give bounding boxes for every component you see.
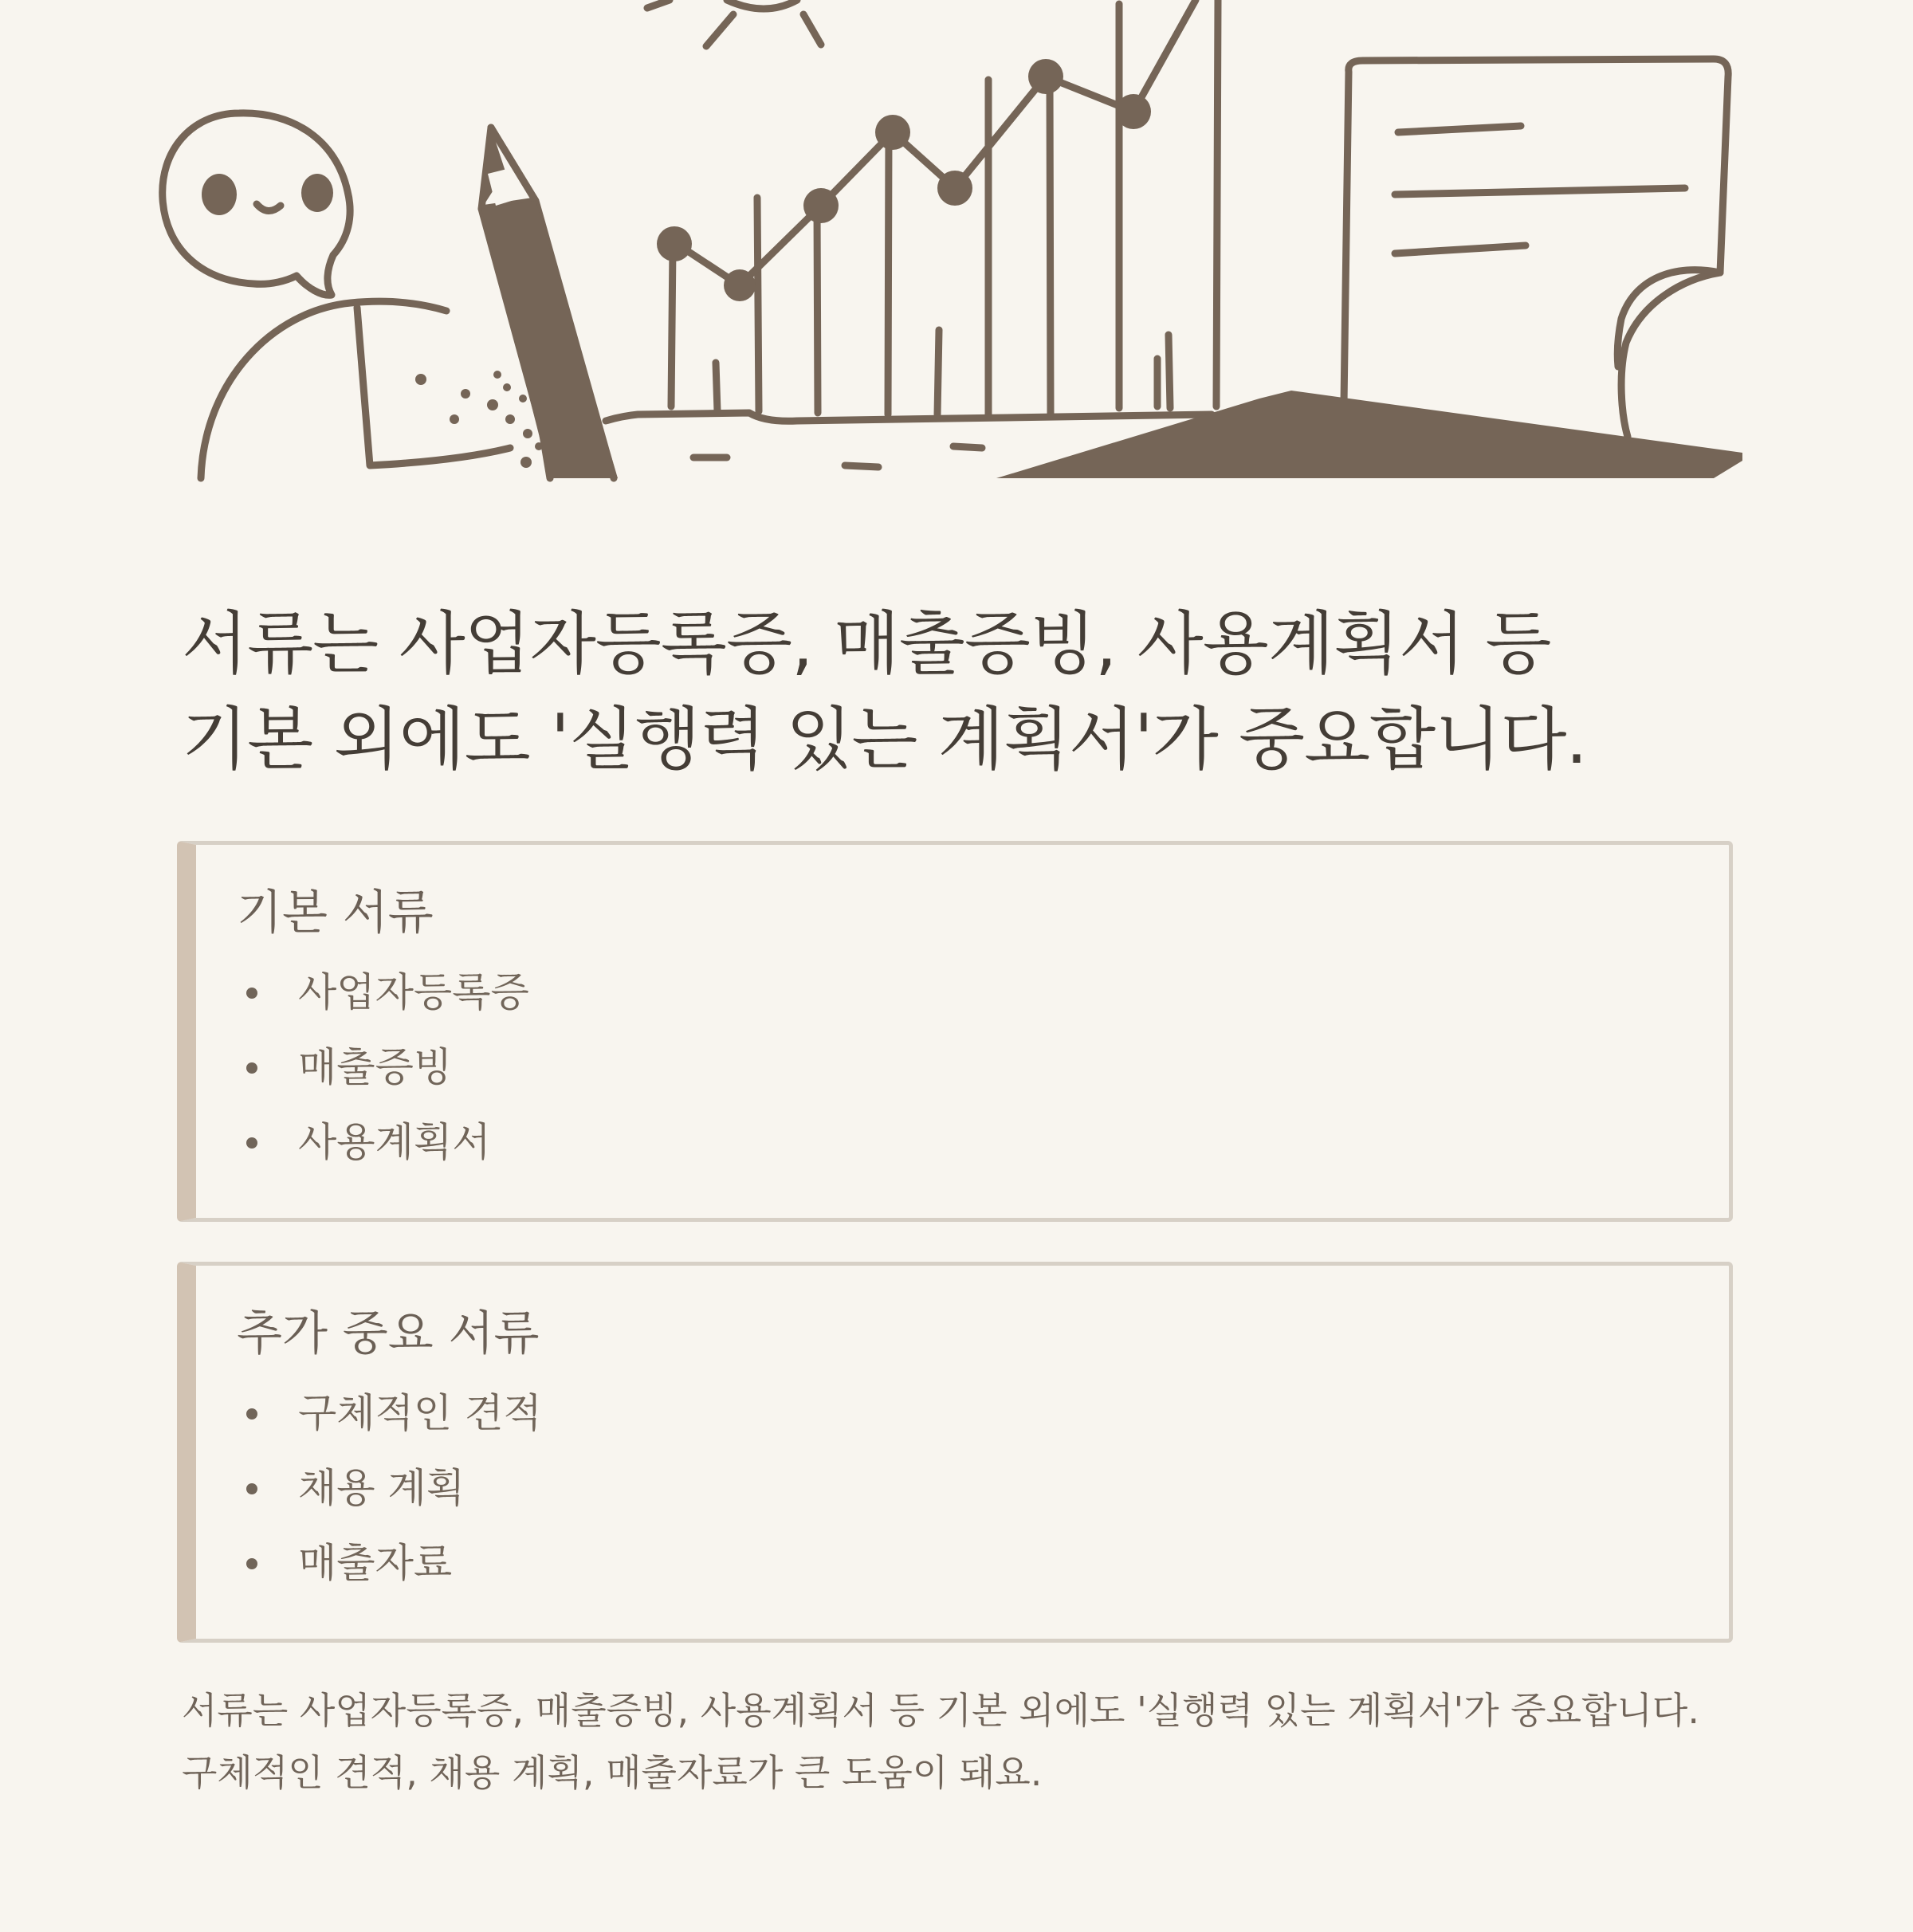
rock-shape [201,301,446,478]
basic-documents-card [177,841,1733,1222]
sun-icon [647,0,821,46]
headline [182,596,1768,787]
list-item-label: 채용 계획 [298,1465,465,1511]
list-item [237,1039,529,1114]
list-item-label: 사업자등록증 [298,969,529,1015]
bullet-icon [246,1408,257,1420]
card-title: 추가 중요 서류 [237,1306,540,1361]
list-item-label: 구체적인 견적 [298,1390,542,1436]
list-item-label: 매출자료 [298,1540,453,1586]
summary-text: 서류는 사업자등록증, 매출증빙, 사용계획서 등 기본 외에도 '실행력 있는 계획서'가 중요합니다. 구체적인 견적, 채용 계획, 매출자료가 큰 도움이 돼요. [182,1689,1699,1794]
additional-documents-card [177,1262,1733,1643]
additional-documents-list [237,1385,542,1610]
header-illustration [0,0,1913,486]
list-item [237,964,529,1039]
list-item-label: 사용계획서 [298,1119,491,1165]
bullet-icon [246,988,257,999]
bullet-icon [246,1558,257,1569]
bullet-icon [246,1483,257,1494]
list-item [237,1460,542,1535]
basic-documents-list [237,964,529,1189]
list-item [237,1535,542,1610]
list-item-label: 매출증빙 [298,1044,453,1090]
document-icon [1344,59,1728,437]
headline-line-2: 기본 외에도 '실행력 있는 계획서'가 중요합니다. [182,700,1587,779]
card-title: 기본 서류 [237,885,434,940]
list-item [237,1385,542,1460]
list-item [237,1114,529,1189]
bullet-icon [246,1062,257,1074]
line-chart-icon [671,0,1218,414]
headline-line-1: 서류는 사업자등록증, 매출증빙, 사용계획서 등 [182,604,1551,684]
bullet-icon [246,1137,257,1149]
